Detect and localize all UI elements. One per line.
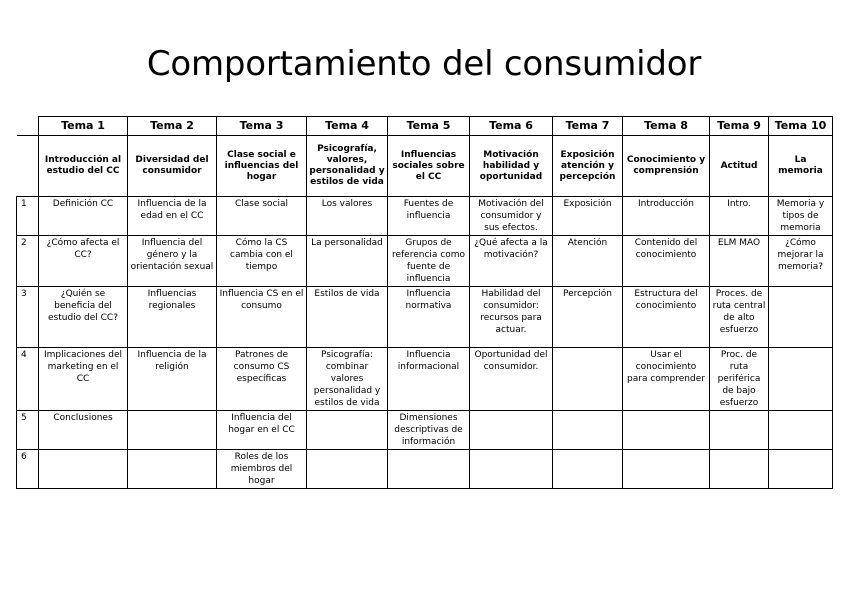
table-cell: Los valores [307,197,388,236]
table-cell: Influencia de la religión [128,348,217,411]
topic-header-4: Psicografía, valores, personalidad y estilos de vida [307,136,388,197]
table-cell: ¿Qué afecta a la motivación? [470,236,553,287]
tema-header-8: Tema 8 [623,117,710,136]
table-cell [553,411,623,450]
table-cell: Influencia del hogar en el CC [217,411,307,450]
table-cell: Atención [553,236,623,287]
table-cell [553,348,623,411]
table-cell: Patrones de consumo CS específicas [217,348,307,411]
row-number: 4 [17,348,39,411]
table-cell: ¿Quién se beneficia del estudio del CC? [39,287,128,348]
table-cell: Memoria y tipos de memoria [769,197,833,236]
topic-header-8: Conocimiento y comprensión [623,136,710,197]
tema-header-3: Tema 3 [217,117,307,136]
row-number: 1 [17,197,39,236]
table-cell: Clase social [217,197,307,236]
table-cell [769,411,833,450]
topic-header-2: Diversidad del consumidor [128,136,217,197]
corner-cell [17,117,39,136]
topic-header-row [17,136,833,197]
table-cell: Psicografía: combinar valores personalidad y estilos de vida [307,348,388,411]
table-cell: Percepción [553,287,623,348]
table-cell [553,450,623,489]
tema-header-7: Tema 7 [553,117,623,136]
table-cell: Motivación del consumidor y sus efectos. [470,197,553,236]
tema-header-10: Tema 10 [769,117,833,136]
topic-header-10: La memoria [769,136,833,197]
tema-header-1: Tema 1 [39,117,128,136]
table-row [17,287,833,348]
table-cell [710,411,769,450]
table-cell [470,411,553,450]
topic-header-7: Exposición atención y percepción [553,136,623,197]
table-cell [388,450,470,489]
corner-cell [17,136,39,197]
row-number: 6 [17,450,39,489]
topic-header-5: Influencias sociales sobre el CC [388,136,470,197]
row-number: 3 [17,287,39,348]
topic-header-6: Motivación habilidad y oportunidad [470,136,553,197]
table-cell: Introducción [623,197,710,236]
table-row [17,411,833,450]
topics-table [16,116,833,489]
table-row [17,197,833,236]
table-cell: Contenido del conocimiento [623,236,710,287]
table-cell: ¿Cómo mejorar la memoria? [769,236,833,287]
table-cell [307,450,388,489]
tema-header-6: Tema 6 [470,117,553,136]
table-cell [710,450,769,489]
row-number: 2 [17,236,39,287]
table-cell: Dimensiones descriptivas de información [388,411,470,450]
table-cell: Implicaciones del marketing en el CC [39,348,128,411]
table-cell: Conclusiones [39,411,128,450]
table-cell [769,348,833,411]
table-cell: Roles de los miembros del hogar [217,450,307,489]
table-cell: Grupos de referencia como fuente de influencia [388,236,470,287]
table-cell: Proces. de ruta central de alto esfuerzo [710,287,769,348]
table-cell: Habilidad del consumidor: recursos para actuar. [470,287,553,348]
topic-header-9: Actitud [710,136,769,197]
table-row [17,348,833,411]
table-cell: ELM MAO [710,236,769,287]
table-cell [128,450,217,489]
table-cell [39,450,128,489]
topic-header-1: Introducción al estudio del CC [39,136,128,197]
table-cell [307,411,388,450]
row-number: 5 [17,411,39,450]
table-cell [623,411,710,450]
table-cell: Exposición [553,197,623,236]
tema-header-9: Tema 9 [710,117,769,136]
table-cell [769,287,833,348]
table-cell: Influencia normativa [388,287,470,348]
table-cell [128,411,217,450]
table-cell: Fuentes de influencia [388,197,470,236]
table-cell: Proc. de ruta periférica de bajo esfuerzo [710,348,769,411]
table-cell: La personalidad [307,236,388,287]
tema-header-2: Tema 2 [128,117,217,136]
table-row [17,236,833,287]
table-cell: Estilos de vida [307,287,388,348]
table-cell: Influencia informacional [388,348,470,411]
table-cell: Cómo la CS cambia con el tiempo [217,236,307,287]
topic-header-3: Clase social e influencias del hogar [217,136,307,197]
tema-header-4: Tema 4 [307,117,388,136]
table-cell: Influencia CS en el consumo [217,287,307,348]
tema-header-row [17,117,833,136]
table-cell: Oportunidad del consumidor. [470,348,553,411]
table-cell [470,450,553,489]
page-title: Comportamiento del consumidor [146,44,702,84]
table-row [17,450,833,489]
table-cell: Influencia de la edad en el CC [128,197,217,236]
table-cell: ¿Cómo afecta el CC? [39,236,128,287]
table-cell: Influencias regionales [128,287,217,348]
table-cell [769,450,833,489]
table-cell [623,450,710,489]
table-cell: Usar el conocimiento para comprender [623,348,710,411]
table-cell: Estructura del conocimiento [623,287,710,348]
tema-header-5: Tema 5 [388,117,470,136]
table-cell: Definición CC [39,197,128,236]
table-cell: Intro. [710,197,769,236]
table-cell: Influencia del género y la orientación sexual [128,236,217,287]
